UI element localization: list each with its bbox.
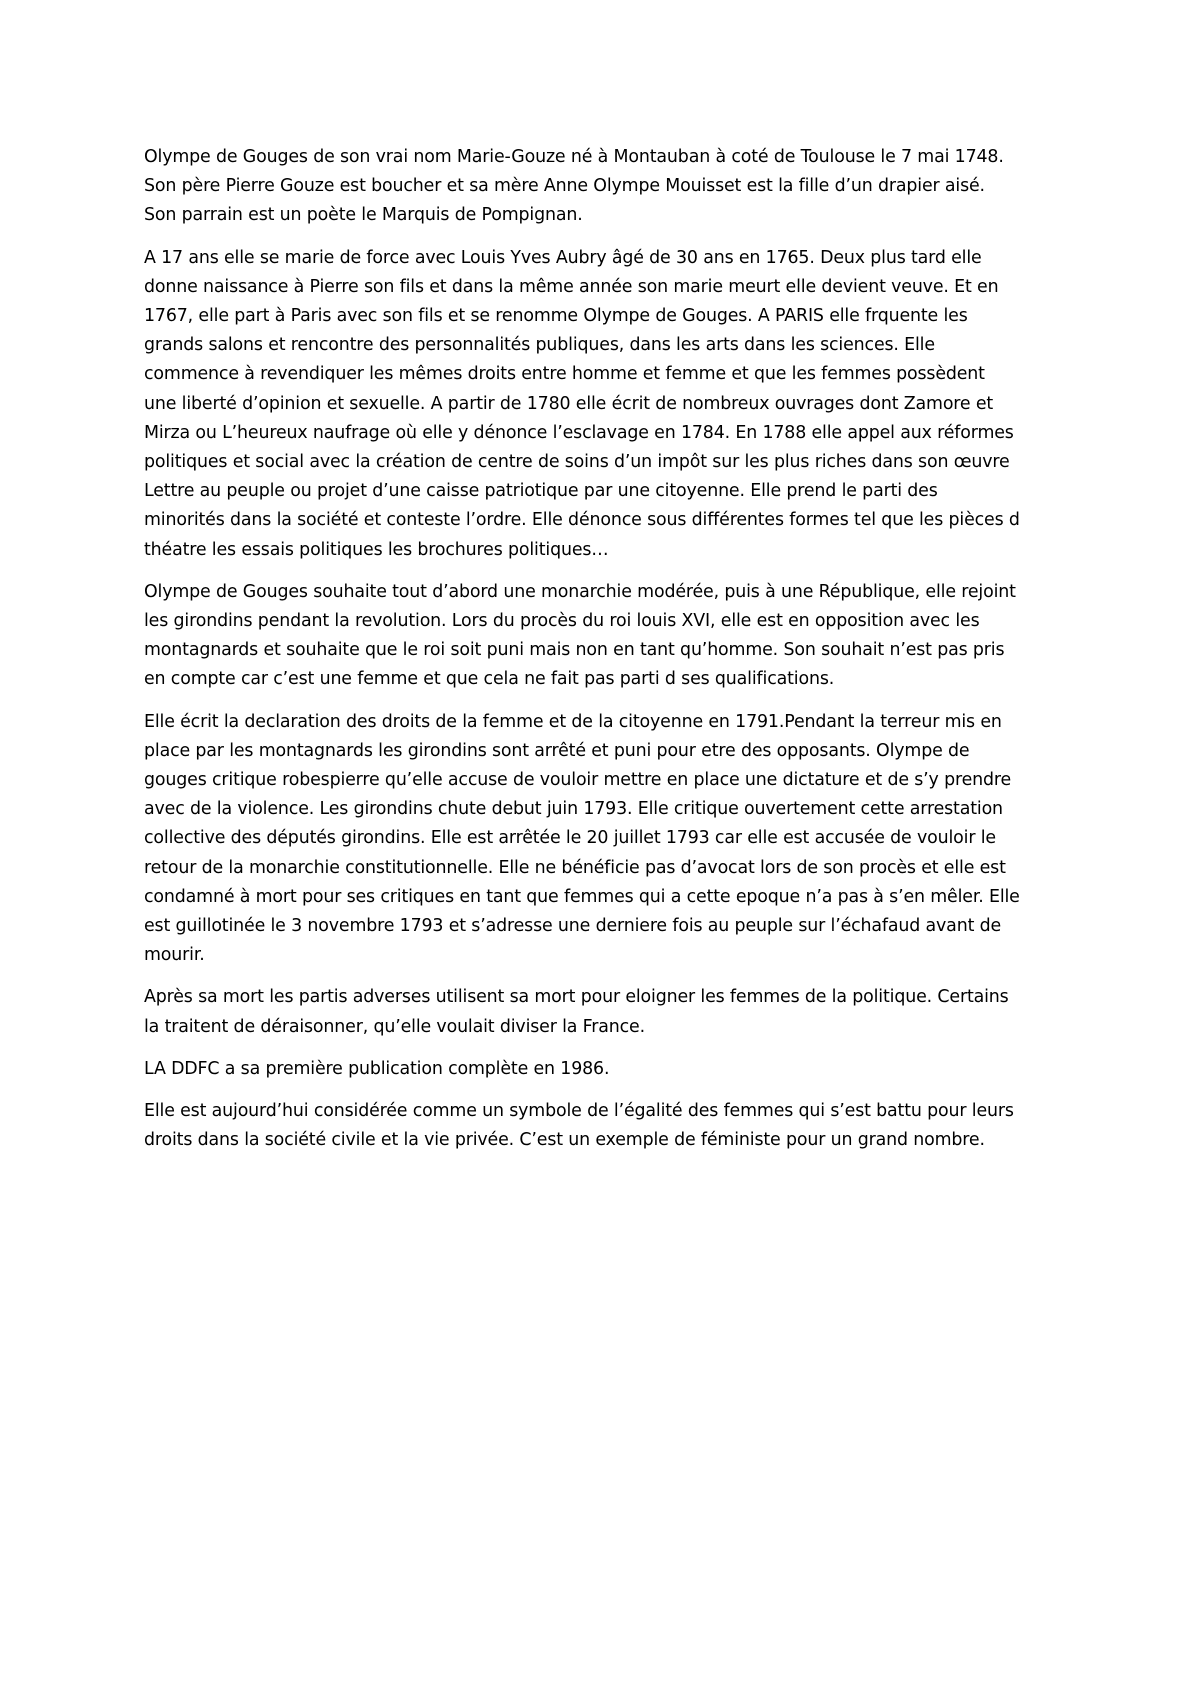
- text-line: Lettre au peuple ou projet d’une caisse patriotique par une citoyenne. Elle prend le parti des: [144, 481, 938, 502]
- text-line: droits dans la société civile et la vie privée. C’est un exemple de féministe pour un grand nombre.: [144, 1130, 985, 1151]
- text-line: commence à revendiquer les mêmes droits entre homme et femme et que les femmes possèdent: [144, 364, 985, 385]
- text-line: 1767, elle part à Paris avec son fils et se renomme Olympe de Gouges. A PARIS elle frquente les: [144, 306, 968, 327]
- paragraph: [144, 578, 1069, 695]
- text-line: condamné à mort pour ses critiques en tant que femmes qui a cette epoque n’a pas à s’en mêler. Elle: [144, 886, 1020, 907]
- text-line: avec de la violence. Les girondins chute debut juin 1793. Elle critique ouvertement cette arrestation: [144, 799, 1003, 820]
- text-line: collective des députés girondins. Elle est arrêtée le 20 juillet 1793 car elle est accusée de vouloir le: [144, 828, 996, 849]
- text-line: A 17 ans elle se marie de force avec Louis Yves Aubry âgé de 30 ans en 1765. Deux plus tard elle: [144, 247, 982, 268]
- text-line: gouges critique robespierre qu’elle accuse de vouloir mettre en place une dictature et de s’y prendre: [144, 770, 1012, 791]
- text-line: minorités dans la société et conteste l’ordre. Elle dénonce sous différentes formes tel que les pièces d: [144, 510, 1020, 531]
- text-line: les girondins pendant la revolution. Lors du procès du roi louis XVI, elle est en opposition avec les: [144, 611, 980, 632]
- text-line: LA DDFC a sa première publication complète en 1986.: [144, 1058, 610, 1079]
- text-line: Son parrain est un poète le Marquis de Pompignan.: [144, 205, 583, 226]
- text-line: la traitent de déraisonner, qu’elle voulait diviser la France.: [144, 1016, 645, 1037]
- text-line: Elle écrit la declaration des droits de la femme et de la citoyenne en 1791.Pendant la terreur mis en: [144, 711, 1002, 732]
- text-line: donne naissance à Pierre son fils et dans la même année son marie meurt elle devient veuve. Et en: [144, 276, 999, 297]
- paragraph: [144, 1055, 1069, 1084]
- text-line: retour de la monarchie constitutionnelle. Elle ne bénéficie pas d’avocat lors de son procès et elle est: [144, 857, 1006, 878]
- text-line: Mirza ou L’heureux naufrage où elle y dénonce l’esclavage en 1784. En 1788 elle appel aux réformes: [144, 422, 1014, 443]
- paragraph: [144, 244, 1069, 565]
- text-line: est guillotinée le 3 novembre 1793 et s’adresse une derniere fois au peuple sur l’échafaud avant de: [144, 916, 1002, 937]
- text-line: Son père Pierre Gouze est boucher et sa mère Anne Olympe Mouisset est la fille d’un drapier aisé.: [144, 176, 985, 197]
- paragraph: [144, 1097, 1069, 1155]
- text-line: Olympe de Gouges souhaite tout d’abord une monarchie modérée, puis à une République, elle rejoint: [144, 581, 1016, 602]
- text-line: Elle est aujourd’hui considérée comme un symbole de l’égalité des femmes qui s’est battu pour leurs: [144, 1101, 1014, 1122]
- text-line: grands salons et rencontre des personnalités publiques, dans les arts dans les sciences. Elle: [144, 335, 935, 356]
- text-line: montagnards et souhaite que le roi soit puni mais non en tant qu’homme. Son souhait n’est pas pris: [144, 640, 1005, 661]
- paragraph: [144, 143, 1069, 231]
- text-line: politiques et social avec la création de centre de soins d’un impôt sur les plus riches dans son œuvre: [144, 452, 1010, 473]
- text-line: mourir.: [144, 945, 205, 966]
- paragraph: [144, 983, 1069, 1041]
- paragraph: [144, 708, 1069, 971]
- document-body: [144, 143, 1069, 1169]
- text-line: une liberté d’opinion et sexuelle. A partir de 1780 elle écrit de nombreux ouvrages dont Zamore et: [144, 393, 994, 414]
- text-line: Après sa mort les partis adverses utilisent sa mort pour eloigner les femmes de la politique. Certains: [144, 987, 1009, 1008]
- text-line: en compte car c’est une femme et que cela ne fait pas parti d ses qualifications.: [144, 669, 835, 690]
- text-line: Olympe de Gouges de son vrai nom Marie-Gouze né à Montauban à coté de Toulouse le 7 mai 1748.: [144, 147, 1004, 167]
- text-line: place par les montagnards les girondins sont arrêté et puni pour etre des opposants. Olympe de: [144, 740, 970, 761]
- text-line: théatre les essais politiques les brochures politiques…: [144, 539, 609, 560]
